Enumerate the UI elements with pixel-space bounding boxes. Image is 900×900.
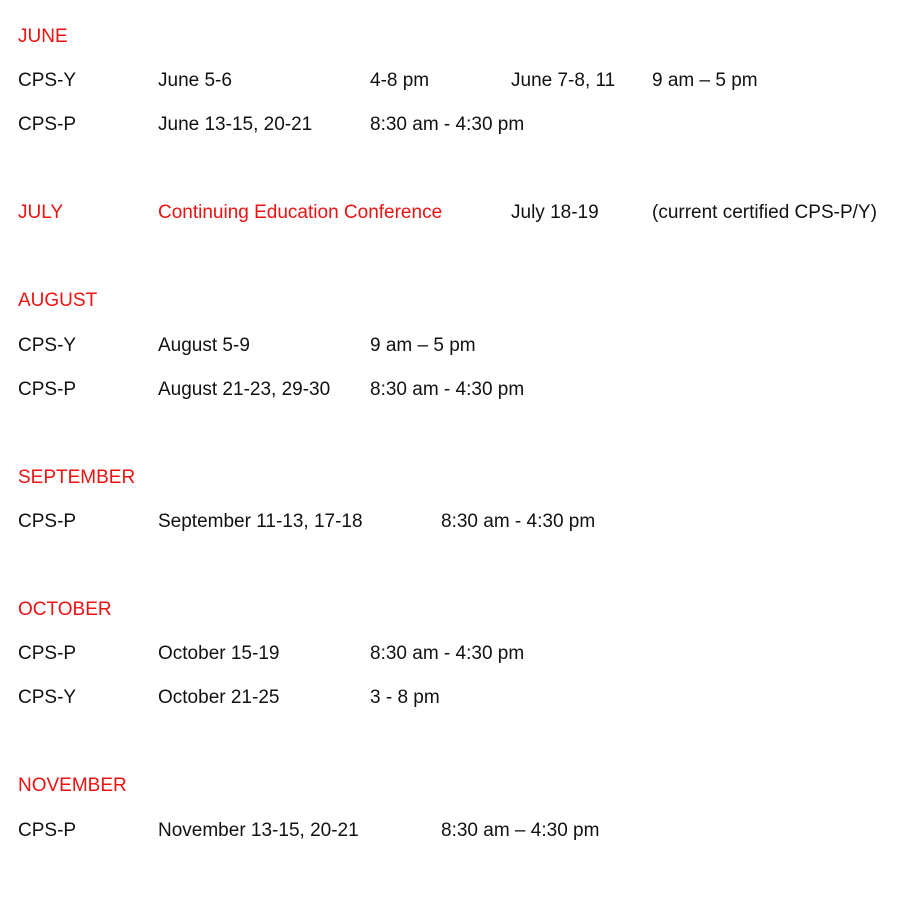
program-label: CPS-P [18, 511, 77, 532]
program-label: CPS-Y [18, 687, 77, 708]
program-label: CPS-Y [18, 335, 77, 356]
session-time: 8:30 am - 4:30 pm [370, 379, 525, 400]
month-heading-november: NOVEMBER [18, 775, 127, 796]
month-heading-june: JUNE [18, 26, 68, 47]
program-label: CPS-Y [18, 70, 77, 91]
event-dates: July 18-19 [511, 202, 599, 223]
session-time: 4-8 pm [370, 70, 430, 91]
program-label: CPS-P [18, 643, 77, 664]
session-dates: October 15-19 [158, 643, 280, 664]
event-note: (current certified CPS-P/Y) [652, 202, 877, 223]
session-time: 8:30 am - 4:30 pm [370, 643, 525, 664]
month-heading-july: JULY [18, 202, 64, 223]
session-dates: November 13-15, 20-21 [158, 820, 359, 841]
session-dates: September 11-13, 17-18 [158, 511, 363, 532]
session-time: 8:30 am - 4:30 pm [370, 114, 525, 135]
session-dates: August 5-9 [158, 335, 250, 356]
session-dates: June 5-6 [158, 70, 232, 91]
session-dates-2: June 7-8, 11 [511, 70, 616, 91]
month-heading-september: SEPTEMBER [18, 467, 136, 488]
session-dates: August 21-23, 29-30 [158, 379, 331, 400]
month-heading-august: AUGUST [18, 290, 98, 311]
month-heading-october: OCTOBER [18, 599, 112, 620]
session-dates: October 21-25 [158, 687, 280, 708]
session-time: 8:30 am – 4:30 pm [441, 820, 600, 841]
event-title: Continuing Education Conference [158, 202, 443, 223]
session-time-2: 9 am – 5 pm [652, 70, 758, 91]
session-dates: June 13-15, 20-21 [158, 114, 313, 135]
program-label: CPS-P [18, 379, 77, 400]
program-label: CPS-P [18, 820, 77, 841]
session-time: 8:30 am - 4:30 pm [441, 511, 596, 532]
session-time: 9 am – 5 pm [370, 335, 476, 356]
session-time: 3 - 8 pm [370, 687, 440, 708]
program-label: CPS-P [18, 114, 77, 135]
